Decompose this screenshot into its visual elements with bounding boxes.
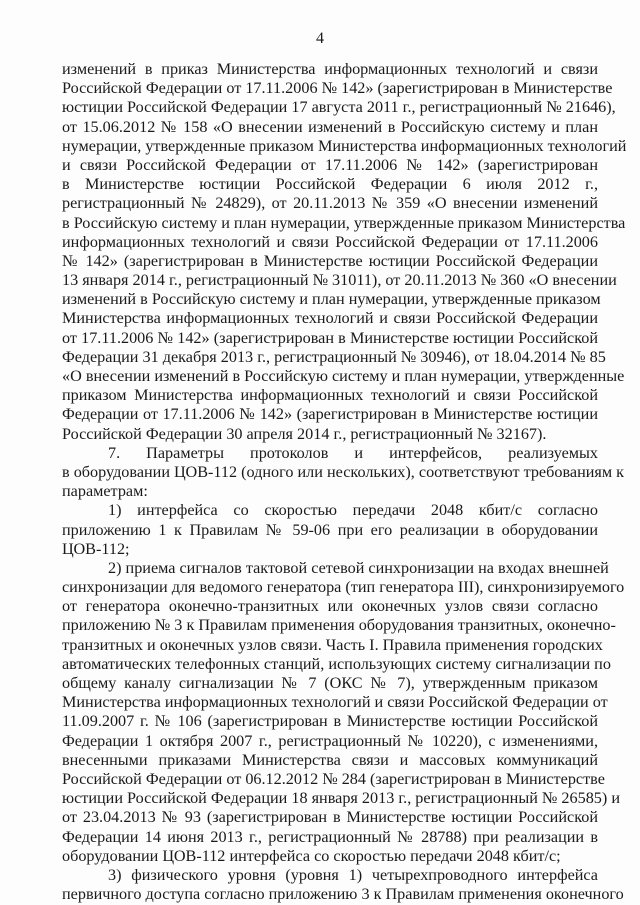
text-line: «О внесении изменений в Российскую систему и план нумерации, утвержденные	[62, 367, 625, 385]
text-line: юстиции Российской Федерации 18 января 2013 г., регистрационный № 26585) и	[62, 789, 620, 808]
text-line: Российской Федерации от 17.11.2006 № 142» (зарегистрирован в Министерстве	[62, 79, 613, 98]
text-line: информационных технологий и связи Российской Федерации от 17.11.2006	[62, 232, 598, 251]
text-line: и связи Российской Федерации от 17.11.2006 № 142» (зарегистрирован	[62, 155, 598, 174]
text-line: в оборудовании ЦОВ-112 (одного или нескольких), соответствуют требованиям к	[62, 462, 624, 481]
list-item-3-start: 3) физического уровня (уровня 1) четырехпроводного интерфейса	[108, 865, 598, 884]
text-line: нумерации, утвержденные приказом Министерства информационных технологий	[62, 136, 627, 155]
text-line: в Министерстве юстиции Российской Федерации 6 июля 2012 г.,	[62, 175, 598, 194]
text-line: 11.09.2007 г. № 106 (зарегистрирован в Министерстве юстиции Российской	[62, 712, 598, 731]
text-line: внесенными приказами Министерства связи и массовых коммуникаций	[62, 750, 598, 769]
text-line: Федерации от 17.11.2006 № 142» (зарегистрирован в Министерстве юстиции	[62, 405, 598, 424]
text-line: Министерства информационных технологий и связи Российской Федерации от	[62, 693, 608, 712]
text-line: общему каналу сигнализации № 7 (ОКС № 7), утвержденным приказом	[62, 674, 598, 692]
list-item-1-start: 1) интерфейса со скоростью передачи 2048 кбит/с согласно	[108, 501, 598, 520]
paragraph-7-start: 7. Параметры протоколов и интерфейсов, реализуемых	[108, 443, 598, 462]
document-body	[62, 60, 627, 904]
list-item-2-start: 2) приема сигналов тактовой сетевой синхронизации на входах внешней	[108, 558, 609, 577]
text-line: изменений в приказ Министерства информационных технологий и связи	[62, 60, 598, 78]
text-line: параметрам:	[62, 482, 148, 501]
text-line: 13 января 2014 г., регистрационный № 31011), от 20.11.2013 № 360 «О внесении	[62, 271, 617, 290]
page-number: 4	[316, 30, 324, 47]
text-line: Федерации 31 декабря 2013 г., регистрационный № 30946), от 18.04.2014 № 85	[62, 347, 606, 366]
text-line: приложению 1 к Правилам № 59-06 при его реализации в оборудовании	[62, 520, 598, 539]
text-line: от 23.04.2013 № 93 (зарегистрирован в Министерстве юстиции Российской	[62, 808, 598, 827]
text-line: транзитных и оконечных узлов связи. Часть I. Правила применения городских	[62, 635, 603, 654]
text-line: от 17.11.2006 № 142» (зарегистрирован в Министерстве юстиции Российской	[62, 328, 598, 347]
text-line: от генератора оконечно-транзитных или оконечных узлов связи согласно	[62, 597, 598, 616]
text-line: юстиции Российской Федерации 17 августа 2011 г., регистрационный № 21646),	[62, 98, 616, 117]
text-line: Российской Федерации от 06.12.2012 № 284 (зарегистрирован в Министерстве	[62, 769, 605, 788]
text-line: регистрационный № 24829), от 20.11.2013 № 359 «О внесении изменений	[62, 194, 598, 213]
text-line: № 142» (зарегистрирован в Министерстве юстиции Российской Федерации	[62, 251, 598, 270]
text-line: Федерации 1 октября 2007 г., регистрационный № 10220), с изменениями,	[62, 731, 598, 750]
text-line: автоматических телефонных станций, использующих систему сигнализации по	[62, 654, 611, 673]
text-line: приказом Министерства информационных технологий и связи Российской	[62, 386, 598, 405]
text-line: оборудовании ЦОВ-112 интерфейса со скоростью передачи 2048 кбит/с;	[62, 846, 561, 865]
text-line: приложению № 3 к Правилам применения оборудования транзитных, оконечно-	[62, 616, 616, 635]
text-line: первичного доступа согласно приложению 3 к Правилам применения оконечного	[62, 885, 624, 904]
text-line: синхронизации для ведомого генератора (тип генератора III), синхронизируемого	[62, 578, 625, 597]
text-line: ЦОВ-112;	[62, 539, 130, 558]
text-line: от 15.06.2012 № 158 «О внесении изменений в Российскую систему и план	[62, 117, 598, 136]
text-line: в Российскую систему и план нумерации, утвержденные приказом Министерства	[62, 213, 626, 232]
text-line: изменений в Российскую систему и план нумерации, утвержденные приказом	[62, 290, 601, 309]
text-line: Российской Федерации 30 апреля 2014 г., регистрационный № 32167).	[62, 424, 547, 443]
text-line: Министерства информационных технологий и связи Российской Федерации	[62, 309, 598, 328]
text-line: Федерации 14 июня 2013 г., регистрационный № 28788) при реализации в	[62, 827, 598, 846]
